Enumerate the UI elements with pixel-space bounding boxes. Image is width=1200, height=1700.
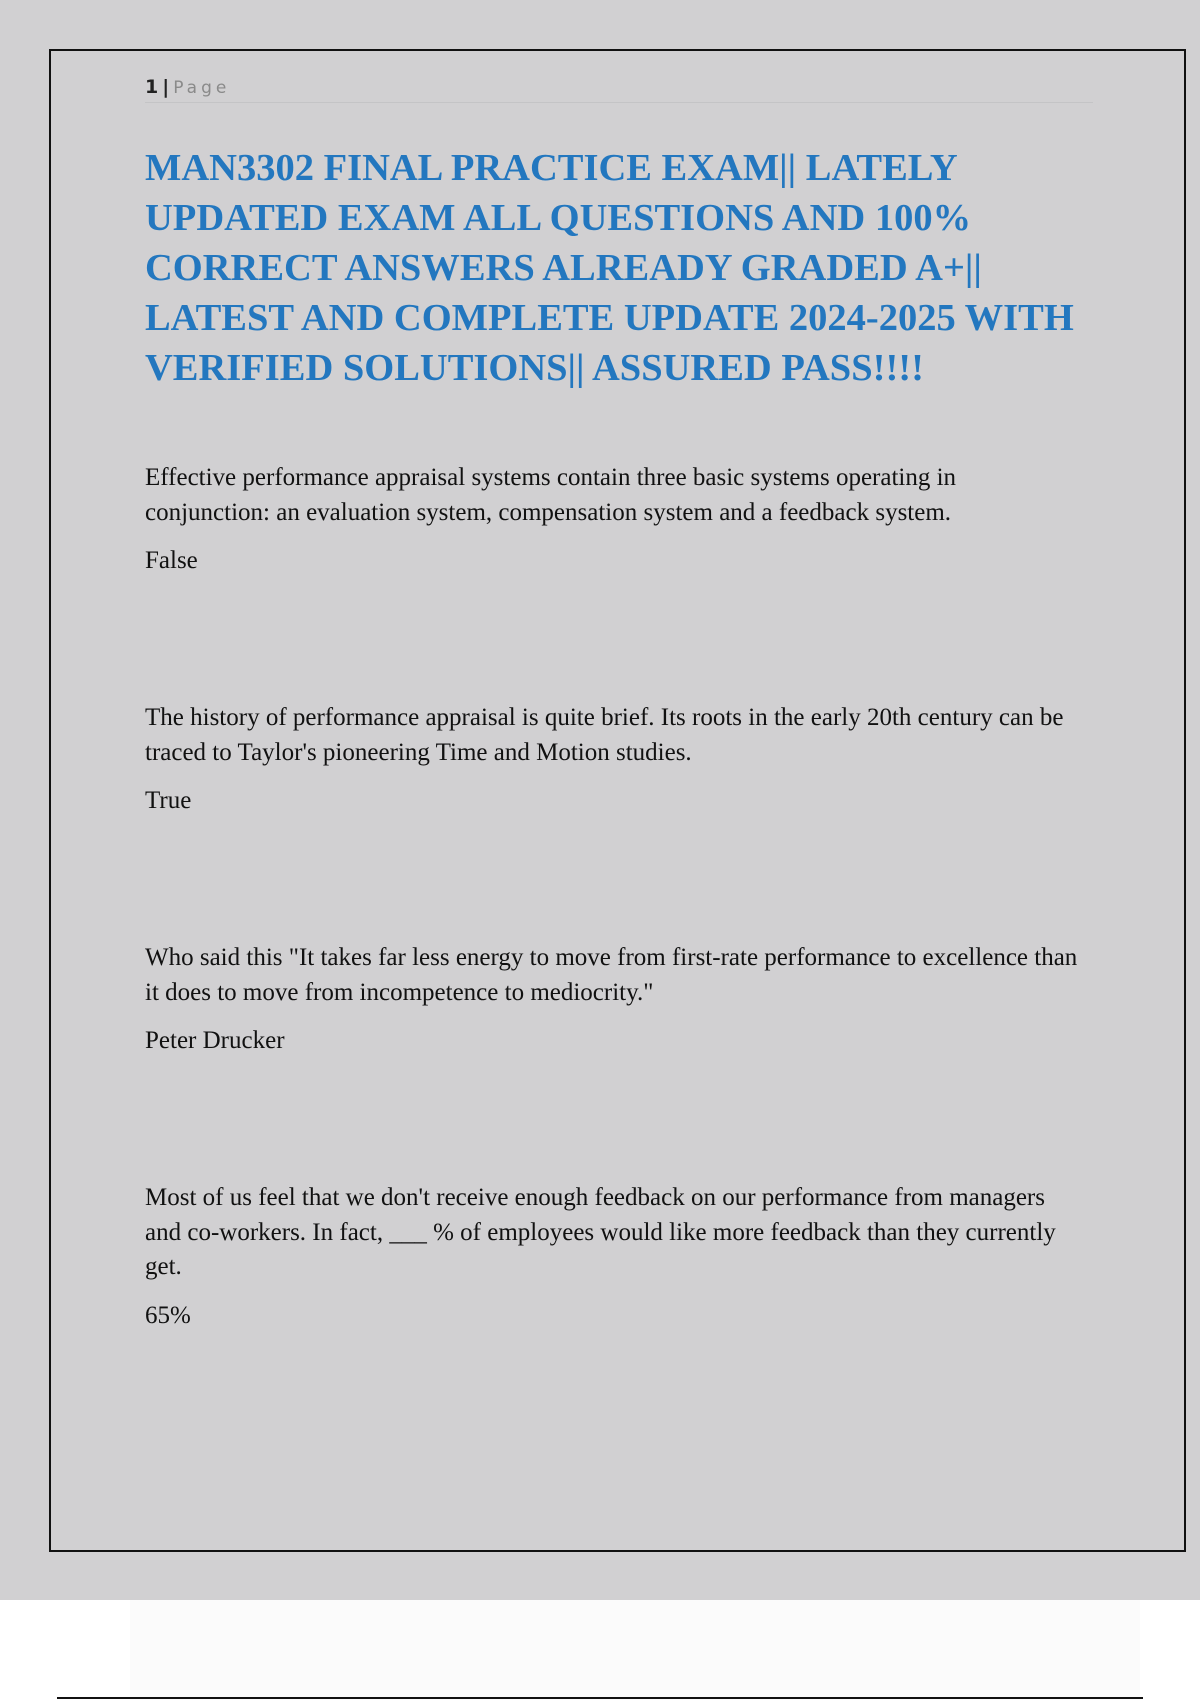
question-text: Effective performance appraisal systems contain three basic systems operating in conjunction: an evaluation system, compensation system and a feedback system.: [145, 464, 957, 526]
qa-item: [145, 1181, 1085, 1333]
qa-item: [145, 461, 1085, 578]
footer-area: [130, 1600, 1140, 1700]
footer-rule: [57, 1697, 1143, 1699]
qa-item: [145, 701, 1085, 818]
answer-text: 65%: [145, 1301, 191, 1329]
question-text: Most of us feel that we don't receive enough feedback on our performance from managers and co-workers. In fact, ___ % of employees would like more feedback than they currently get.: [145, 1184, 1056, 1280]
qa-item: [145, 941, 1085, 1058]
page-label: Page: [173, 78, 231, 98]
question-text: Who said this "It takes far less energy to move from first-rate performance to excellence than it does to move from incompetence to mediocrity.": [145, 944, 1078, 1006]
answer-text: False: [145, 547, 198, 574]
document-title: MAN3302 FINAL PRACTICE EXAM|| LATELY UPDATED EXAM ALL QUESTIONS AND 100% CORRECT ANSWERS ALREADY GRADED A+|| LATEST AND COMPLETE UPDATE 2024-2025 WITH VERIFIED SOLUTIONS|| ASSURED PASS!!!!: [145, 147, 1074, 389]
question-text: The history of performance appraisal is quite brief. Its roots in the early 20th century can be traced to Taylor's pioneering Time and Motion studies.: [145, 704, 1064, 766]
page-header: [145, 74, 1093, 103]
page-separator: |: [162, 76, 170, 98]
page-number: 1: [145, 76, 159, 98]
answer-text: True: [145, 787, 192, 814]
answer-text: Peter Drucker: [145, 1027, 285, 1054]
